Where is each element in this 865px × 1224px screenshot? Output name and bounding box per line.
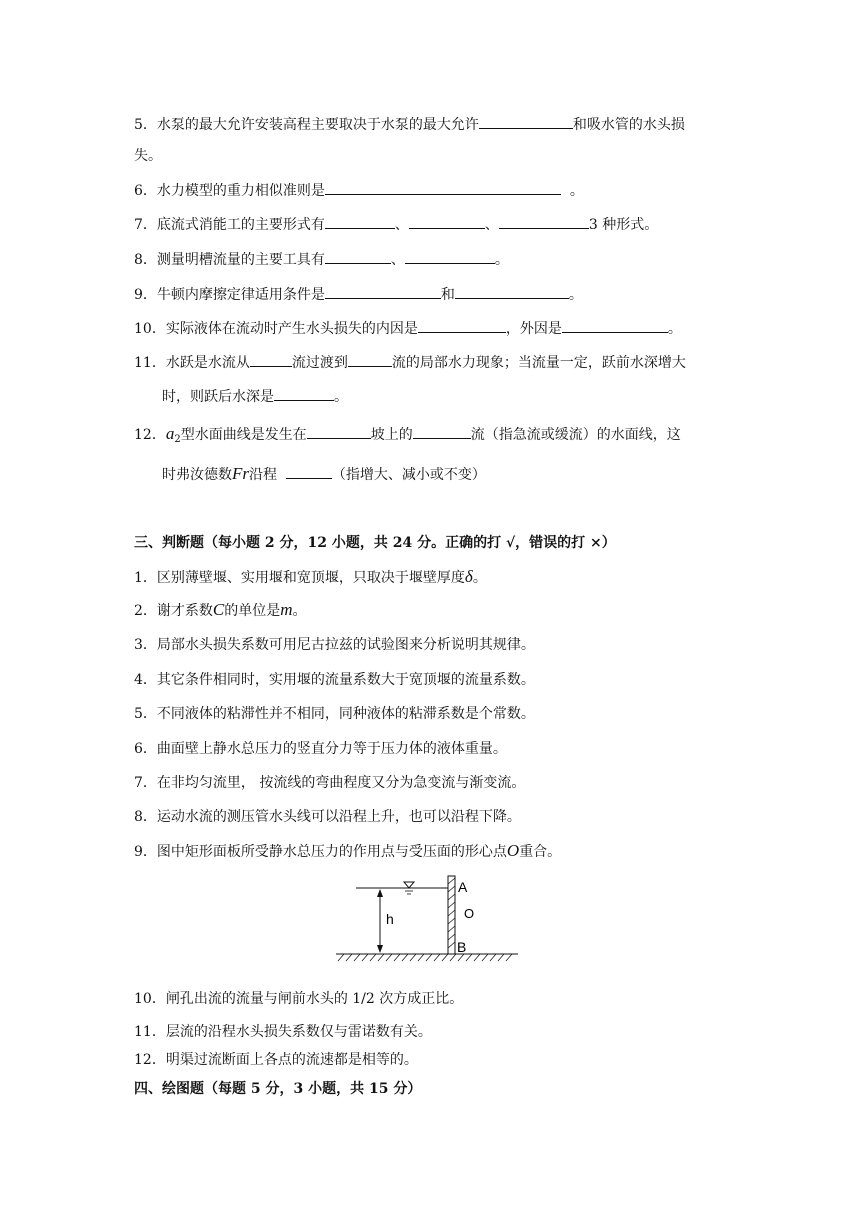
- pressure-plate-figure: [336, 872, 526, 966]
- judge-11: 11．层流的沿程水头损失系数仅与雷诺数有关。: [134, 1024, 432, 1040]
- question-10: [134, 318, 682, 339]
- question-6-text: 6．水力模型的重力相似准则是: [134, 183, 325, 199]
- question-11-text-2: 流过渡到: [291, 355, 348, 371]
- judge-10: 10．闸孔出流的流量与闸前水头的 1/2 次方成正比。: [134, 991, 464, 1007]
- question-11-end: 。: [334, 389, 348, 405]
- separator: 、: [390, 252, 405, 268]
- separator: 、: [484, 217, 499, 233]
- question-5: [134, 114, 685, 135]
- judge-1: [134, 567, 487, 588]
- question-12-text-3: 流（指急流或缓流）的水面线，这: [470, 427, 681, 443]
- answer-blank[interactable]: [562, 318, 668, 333]
- curve-subscript: 2: [174, 434, 181, 445]
- question-8-end: 。: [494, 252, 509, 268]
- answer-blank[interactable]: [348, 352, 392, 367]
- judge-9: [134, 841, 561, 862]
- question-5-text-2: 和吸水管的水头损: [572, 117, 685, 133]
- answer-blank[interactable]: [499, 214, 589, 229]
- answer-blank[interactable]: [325, 284, 441, 299]
- froude-symbol: Fr: [232, 464, 249, 483]
- judge-12: 12．明渠过流断面上各点的流速都是相等的。: [134, 1052, 418, 1068]
- question-9-end: 。: [568, 287, 583, 303]
- question-7-text: 7．底流式消能工的主要形式有: [134, 217, 325, 233]
- question-12-number: 12．: [134, 427, 166, 443]
- answer-blank[interactable]: [307, 424, 371, 439]
- judge-9-end: 重合。: [519, 844, 562, 860]
- question-12: [134, 424, 681, 450]
- question-5-text: 5．水泵的最大允许安装高程主要取决于水泵的最大允许: [134, 117, 479, 133]
- answer-blank[interactable]: [409, 214, 485, 229]
- separator: 、: [394, 217, 409, 233]
- ground-hatching: [338, 954, 512, 961]
- judge-6: 6．曲面壁上静水总压力的竖直分力等于压力体的液体重量。: [134, 741, 507, 757]
- conjunction: 和: [440, 287, 455, 303]
- question-7-end: 3 种形式。: [588, 217, 659, 233]
- question-12-text: 型水面曲线是发生在: [180, 427, 307, 443]
- question-12-text-4: 时弗汝德数: [162, 467, 232, 483]
- answer-blank[interactable]: [250, 352, 292, 367]
- chezy-symbol: C: [212, 600, 225, 619]
- question-12-text-2: 坡上的: [370, 427, 413, 443]
- question-11: [134, 352, 686, 373]
- judge-3: 3．局部水头损失系数可用尼古拉兹的试验图来分析说明其规律。: [134, 637, 535, 653]
- answer-blank[interactable]: [325, 249, 391, 264]
- section-4-heading: 四、绘图题（每题 5 分，3 小题，共 15 分）: [134, 1081, 422, 1097]
- judge-9-text: 9．图中矩形面板所受静水总压力的作用点与受压面的形心点: [134, 844, 507, 860]
- delta-symbol: δ: [464, 567, 473, 586]
- judge-2-text: 2．谢才系数: [134, 603, 213, 619]
- question-11-text-3: 流的局部水力现象；当流量一定，跃前水深增大: [391, 355, 686, 371]
- question-12-cont: [162, 464, 486, 485]
- question-10-text: 10．实际液体在流动时产生水头损失的内因是: [134, 321, 418, 337]
- question-9-text: 9．牛顿内摩擦定律适用条件是: [134, 287, 325, 303]
- judge-2-text-2: 的单位是: [224, 603, 281, 619]
- point-a-label: A: [458, 879, 468, 895]
- question-8: [134, 249, 509, 270]
- question-9: [134, 284, 583, 305]
- answer-blank[interactable]: [325, 214, 395, 229]
- question-11-text-4: 时，则跃后水深是: [162, 389, 274, 405]
- answer-blank[interactable]: [455, 284, 569, 299]
- judge-7: 7．在非均匀流里， 按流线的弯曲程度又分为急变流与渐变流。: [134, 775, 526, 791]
- question-6-end: 。: [569, 183, 584, 199]
- answer-blank[interactable]: [413, 424, 471, 439]
- answer-blank[interactable]: [405, 249, 495, 264]
- question-6: [134, 180, 584, 201]
- answer-blank[interactable]: [418, 318, 506, 333]
- answer-blank[interactable]: [286, 464, 332, 479]
- judge-1-text: 1．区别薄壁堰、实用堰和宽顶堰，只取决于堰壁厚度: [134, 570, 465, 586]
- answer-blank[interactable]: [325, 180, 561, 195]
- unit-symbol: m: [280, 600, 293, 619]
- question-12-end: （指增大、减小或不变）: [331, 467, 486, 483]
- question-10-end: 。: [667, 321, 682, 337]
- judge-4: 4．其它条件相同时，实用堰的流量系数大于宽顶堰的流量系数。: [134, 672, 535, 688]
- answer-blank[interactable]: [479, 114, 573, 129]
- question-7: [134, 214, 658, 235]
- answer-blank[interactable]: [274, 386, 334, 401]
- question-5-cont: 失。: [134, 148, 162, 164]
- section-3-heading: 三、判断题（每小题 2 分，12 小题，共 24 分。正确的打 √，错误的打 ×）: [134, 535, 616, 551]
- judge-1-end: 。: [472, 570, 487, 586]
- judge-2-end: 。: [292, 603, 307, 619]
- question-8-text: 8．测量明槽流量的主要工具有: [134, 252, 325, 268]
- point-b-label: B: [457, 939, 467, 955]
- judge-2: [134, 600, 307, 621]
- question-11-cont: [162, 386, 348, 407]
- question-11-text: 11．水跃是水流从: [134, 355, 250, 371]
- curve-symbol: a: [165, 424, 175, 443]
- depth-label: h: [386, 911, 394, 927]
- point-o-label: O: [464, 906, 475, 921]
- judge-5: 5．不同液体的粘滞性并不相同，同种液体的粘滞系数是个常数。: [134, 706, 535, 722]
- centroid-symbol: O: [506, 841, 520, 860]
- question-12-text-5: 沿程: [249, 467, 277, 483]
- judge-8: 8．运动水流的测压管水头线可以沿程上升，也可以沿程下降。: [134, 809, 521, 825]
- question-10-text-2: ，外因是: [505, 321, 562, 337]
